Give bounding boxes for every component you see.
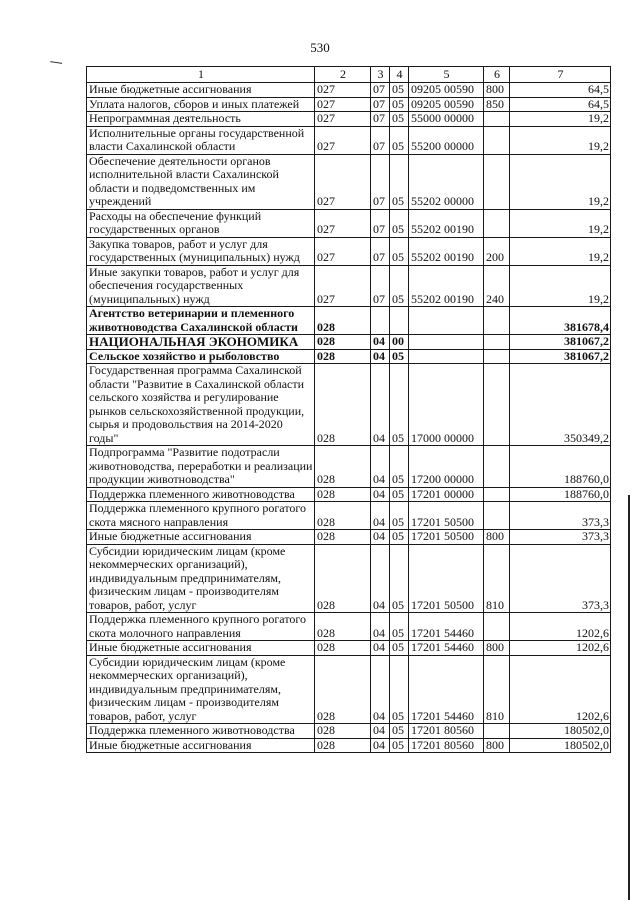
row-section-cell: 07 [371,154,390,209]
row-section-cell: 07 [371,126,390,154]
scan-edge-line [628,495,633,900]
row-name-cell: НАЦИОНАЛЬНАЯ ЭКОНОМИКА [87,335,315,350]
table-row [87,364,611,446]
row-target-article-cell: 09205 00590 [409,83,484,98]
row-expense-type-cell: 810 [484,655,510,724]
column-header: 1 [87,67,315,83]
row-sum-cell: 188760,0 [510,487,611,502]
row-subsection-cell: 05 [390,97,409,112]
row-name-cell: Субсидии юридическим лицам (кроме некоммерческих организаций), индивидуальным предпринимателям, физическим лицам - производителям товаров, работ, услуг [87,544,315,613]
row-target-article-cell [409,335,484,350]
row-expense-type-cell: 800 [484,641,510,656]
row-ved-cell: 028 [315,724,371,739]
row-ved-cell: 028 [315,364,371,446]
row-expense-type-cell: 800 [484,83,510,98]
table-row [87,126,611,154]
table-row [87,307,611,335]
row-expense-type-cell [484,364,510,446]
row-section-cell: 04 [371,487,390,502]
row-section-cell: 07 [371,237,390,265]
row-name-cell: Иные бюджетные ассигнования [87,738,315,753]
row-subsection-cell: 05 [390,613,409,641]
row-name-cell: Поддержка племенного животноводства [87,487,315,502]
row-target-article-cell: 55202 00000 [409,154,484,209]
table-row [87,237,611,265]
row-sum-cell: 19,2 [510,265,611,307]
row-expense-type-cell [484,446,510,488]
row-section-cell: 07 [371,83,390,98]
table-row [87,97,611,112]
row-subsection-cell: 05 [390,265,409,307]
row-sum-cell: 188760,0 [510,446,611,488]
row-subsection-cell: 05 [390,237,409,265]
row-section-cell: 04 [371,349,390,364]
column-header: 2 [315,67,371,83]
row-target-article-cell: 17201 54460 [409,613,484,641]
row-target-article-cell: 17201 00000 [409,487,484,502]
row-target-article-cell: 17201 50500 [409,544,484,613]
row-expense-type-cell: 800 [484,738,510,753]
row-section-cell: 04 [371,530,390,545]
row-ved-cell: 028 [315,655,371,724]
row-name-cell: Государственная программа Сахалинской области "Развитие в Сахалинской области сельского хозяйства и регулирование рынков сельскохозяйственной продукции, сырья и продовольствия на 2014-2020 годы" [87,364,315,446]
row-target-article-cell: 55202 00190 [409,209,484,237]
row-name-cell: Агентство ветеринарии и племенного животноводства Сахалинской области [87,307,315,335]
row-sum-cell: 180502,0 [510,724,611,739]
row-sum-cell: 373,3 [510,502,611,530]
row-section-cell: 04 [371,738,390,753]
row-ved-cell: 028 [315,502,371,530]
row-subsection-cell: 05 [390,364,409,446]
row-section-cell [371,307,390,335]
row-target-article-cell: 55202 00190 [409,237,484,265]
row-subsection-cell: 00 [390,335,409,350]
budget-table [86,66,611,753]
row-target-article-cell: 17201 80560 [409,724,484,739]
row-ved-cell: 027 [315,126,371,154]
row-section-cell: 04 [371,335,390,350]
row-expense-type-cell: 850 [484,97,510,112]
row-subsection-cell: 05 [390,641,409,656]
row-ved-cell: 027 [315,209,371,237]
table-row [87,655,611,724]
column-header: 4 [390,67,409,83]
table-row [87,530,611,545]
row-sum-cell: 1202,6 [510,613,611,641]
row-name-cell: Поддержка племенного животноводства [87,724,315,739]
row-ved-cell: 027 [315,154,371,209]
row-subsection-cell: 05 [390,112,409,127]
table-header-row [87,67,611,83]
row-expense-type-cell [484,307,510,335]
row-expense-type-cell: 810 [484,544,510,613]
row-name-cell: Уплата налогов, сборов и иных платежей [87,97,315,112]
row-target-article-cell: 17201 50500 [409,530,484,545]
table-row [87,487,611,502]
row-subsection-cell: 05 [390,446,409,488]
table-row [87,349,611,364]
row-section-cell: 07 [371,265,390,307]
row-sum-cell: 1202,6 [510,641,611,656]
table-row [87,446,611,488]
row-target-article-cell: 55202 00190 [409,265,484,307]
row-subsection-cell: 05 [390,349,409,364]
row-section-cell: 07 [371,209,390,237]
row-ved-cell: 027 [315,265,371,307]
row-name-cell: Субсидии юридическим лицам (кроме некоммерческих организаций), индивидуальным предпринимателям, физическим лицам - производителям товаров, работ, услуг [87,655,315,724]
row-expense-type-cell [484,613,510,641]
table-row [87,335,611,350]
row-subsection-cell: 05 [390,154,409,209]
row-name-cell: Непрограммная деятельность [87,112,315,127]
row-ved-cell: 027 [315,112,371,127]
page-number: 530 [310,40,330,55]
row-ved-cell: 027 [315,237,371,265]
row-ved-cell: 028 [315,349,371,364]
row-subsection-cell: 05 [390,544,409,613]
row-expense-type-cell [484,487,510,502]
row-name-cell: Поддержка племенного крупного рогатого скота молочного направления [87,613,315,641]
row-target-article-cell: 17201 80560 [409,738,484,753]
row-subsection-cell: 05 [390,487,409,502]
row-target-article-cell: 17201 54460 [409,641,484,656]
row-ved-cell: 028 [315,487,371,502]
table-row [87,613,611,641]
table-row [87,154,611,209]
row-target-article-cell [409,349,484,364]
row-ved-cell: 027 [315,83,371,98]
row-expense-type-cell [484,112,510,127]
row-subsection-cell: 05 [390,502,409,530]
row-expense-type-cell [484,335,510,350]
table-row [87,83,611,98]
row-section-cell: 04 [371,544,390,613]
row-ved-cell: 028 [315,446,371,488]
table-row [87,112,611,127]
row-sum-cell: 381678,4 [510,307,611,335]
row-expense-type-cell: 200 [484,237,510,265]
row-ved-cell: 028 [315,613,371,641]
row-expense-type-cell [484,349,510,364]
row-ved-cell: 028 [315,738,371,753]
row-sum-cell: 381067,2 [510,349,611,364]
row-target-article-cell: 55200 00000 [409,126,484,154]
row-sum-cell: 64,5 [510,83,611,98]
table-row [87,502,611,530]
column-header: 6 [484,67,510,83]
row-sum-cell: 350349,2 [510,364,611,446]
row-ved-cell: 028 [315,641,371,656]
table-row [87,724,611,739]
row-subsection-cell: 05 [390,655,409,724]
row-sum-cell: 1202,6 [510,655,611,724]
row-expense-type-cell: 240 [484,265,510,307]
row-name-cell: Расходы на обеспечение функций государственных органов [87,209,315,237]
row-subsection-cell: 05 [390,738,409,753]
table-row [87,265,611,307]
column-header: 7 [510,67,611,83]
row-expense-type-cell: 800 [484,530,510,545]
column-header: 5 [409,67,484,83]
table-row [87,209,611,237]
row-name-cell: Подпрограмма "Развитие подотрасли животноводства, переработки и реализации продукции животноводства" [87,446,315,488]
row-section-cell: 04 [371,724,390,739]
row-ved-cell: 028 [315,335,371,350]
row-subsection-cell: 05 [390,126,409,154]
row-name-cell: Исполнительные органы государственной власти Сахалинской области [87,126,315,154]
row-expense-type-cell [484,209,510,237]
row-ved-cell: 028 [315,307,371,335]
row-section-cell: 07 [371,112,390,127]
row-section-cell: 04 [371,364,390,446]
row-section-cell: 07 [371,97,390,112]
row-sum-cell: 373,3 [510,544,611,613]
row-expense-type-cell [484,502,510,530]
row-section-cell: 04 [371,613,390,641]
row-name-cell: Сельское хозяйство и рыболовство [87,349,315,364]
row-sum-cell: 19,2 [510,154,611,209]
row-expense-type-cell [484,154,510,209]
scan-mark [50,61,62,67]
row-target-article-cell: 17200 00000 [409,446,484,488]
row-name-cell: Иные бюджетные ассигнования [87,83,315,98]
row-target-article-cell: 55000 00000 [409,112,484,127]
row-section-cell: 04 [371,446,390,488]
row-target-article-cell: 17201 54460 [409,655,484,724]
row-subsection-cell: 05 [390,83,409,98]
table-row [87,544,611,613]
row-sum-cell: 19,2 [510,209,611,237]
row-expense-type-cell [484,724,510,739]
table-row [87,738,611,753]
row-sum-cell: 373,3 [510,530,611,545]
row-sum-cell: 19,2 [510,112,611,127]
row-sum-cell: 19,2 [510,126,611,154]
row-sum-cell: 64,5 [510,97,611,112]
row-subsection-cell: 05 [390,530,409,545]
row-ved-cell: 028 [315,530,371,545]
row-target-article-cell [409,307,484,335]
row-expense-type-cell [484,126,510,154]
row-name-cell: Поддержка племенного крупного рогатого скота мясного направления [87,502,315,530]
row-section-cell: 04 [371,641,390,656]
row-section-cell: 04 [371,502,390,530]
row-subsection-cell: 05 [390,724,409,739]
row-ved-cell: 028 [315,544,371,613]
row-name-cell: Обеспечение деятельности органов исполнительной власти Сахалинской области и подведомственных им учреждений [87,154,315,209]
row-ved-cell: 027 [315,97,371,112]
row-subsection-cell [390,307,409,335]
row-name-cell: Иные бюджетные ассигнования [87,641,315,656]
row-sum-cell: 381067,2 [510,335,611,350]
row-name-cell: Иные закупки товаров, работ и услуг для обеспечения государственных (муниципальных) нужд [87,265,315,307]
row-sum-cell: 19,2 [510,237,611,265]
row-name-cell: Закупка товаров, работ и услуг для государственных (муниципальных) нужд [87,237,315,265]
row-sum-cell: 180502,0 [510,738,611,753]
column-header: 3 [371,67,390,83]
row-name-cell: Иные бюджетные ассигнования [87,530,315,545]
row-section-cell: 04 [371,655,390,724]
row-target-article-cell: 17201 50500 [409,502,484,530]
row-target-article-cell: 09205 00590 [409,97,484,112]
table-row [87,641,611,656]
row-target-article-cell: 17000 00000 [409,364,484,446]
row-subsection-cell: 05 [390,209,409,237]
